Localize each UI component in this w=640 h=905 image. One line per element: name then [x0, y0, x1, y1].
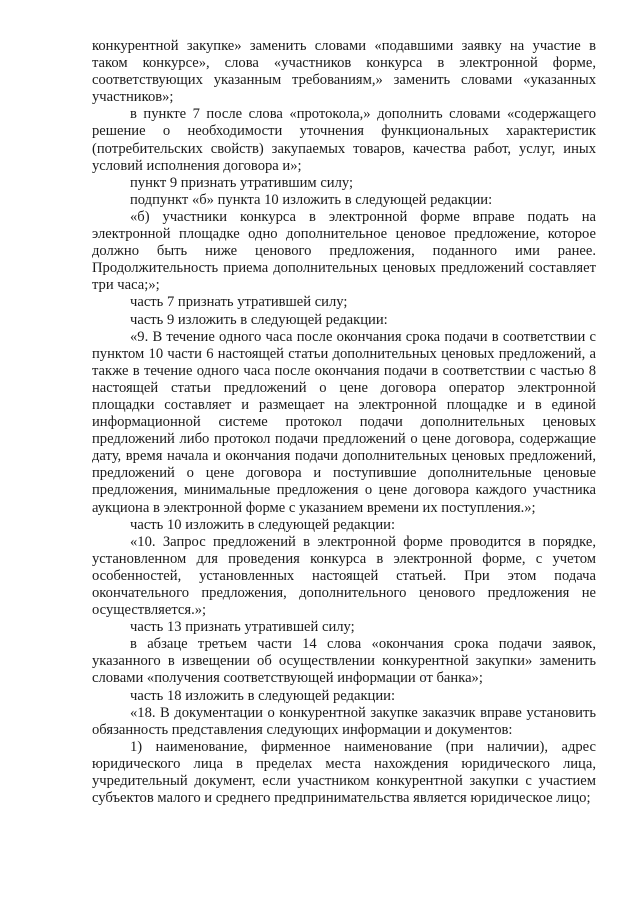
paragraph-part-9-text: «9. В течение одного часа после окончания срока подачи в соответствии с пунктом 10 части 6 настоящей статьи дополнительных ценовых предложений, а также в течение одного часа после окончания подачи в соответствии с частью 8 настоящей статьи предложений о цене договора оператор электронной площадки составляет и размещает на электронной площадке и в единой информационной системе протокол подачи дополнительных ценовых предложений либо протокол подачи предложений о цене договора, содержащие дату, время начала и окончания подачи дополнительных ценовых предложений, предложений о цене договора и поступившие дополнительные ценовые предложения, минимальные предложения о цене договора каждого участника аукциона в электронной форме с указанием времени их поступления.»; [92, 328, 596, 516]
paragraph-part-10-text: «10. Запрос предложений в электронной форме проводится в порядке, установленном для проведения конкурса в электронной форме, с учетом особенностей, установленных настоящей статьей. При этом подача окончательного предложения, дополнительного ценового предложения не осуществляется.»; [92, 533, 596, 619]
paragraph-part-10-intro: часть 10 изложить в следующей редакции: [130, 516, 396, 533]
paragraph-subitem-b-intro: подпункт «б» пункта 10 изложить в следующей редакции: [130, 191, 493, 208]
paragraph-part-13: часть 13 признать утратившей силу; [130, 619, 355, 636]
paragraph-part-7: часть 7 признать утратившей силу; [130, 294, 348, 311]
paragraph-part-18-intro: часть 18 изложить в следующей редакции: [130, 687, 396, 704]
document-page [92, 38, 596, 807]
paragraph-subitem-b-text: «б) участники конкурса в электронной форме вправе подать на электронной площадке одно дополнительное ценовое предложение, которое должно быть ниже ценового предложения, поданного ими ранее. Продолжительность приема дополнительных ценовых предложений составляет три часа;»; [92, 208, 596, 294]
paragraph-part-14: в абзаце третьем части 14 слова «окончания срока подачи заявок, указанного в извещении об осуществлении конкурентной закупки» заменить словами «получения соответствующей информации от банка»; [92, 636, 596, 687]
paragraph-part-18-text: «18. В документации о конкурентной закупке заказчик вправе установить обязанность представления следующих информации и документов: [92, 704, 596, 738]
paragraph-item-9: пункт 9 признать утратившим силу; [130, 174, 354, 191]
paragraph-list-item-1: 1) наименование, фирменное наименование (при наличии), адрес юридического лица в пределах места нахождения юридического лица, учредительный документ, если участником конкурентной закупки с участием субъектов малого и среднего предпринимательства является юридическое лицо; [92, 738, 596, 807]
paragraph-part-9-intro: часть 9 изложить в следующей редакции: [130, 311, 388, 328]
paragraph-continuation: конкурентной закупке» заменить словами «подавшими заявку на участие в таком конкурсе», слова «участников конкурса в электронной форме, соответствующих указанным требованиям,» заменить словами «указанных участников»; [92, 38, 596, 106]
paragraph-item-7: в пункте 7 после слова «протокола,» дополнить словами «содержащего решение о необходимости уточнения функциональных характеристик (потребительских свойств) закупаемых товаров, качества работ, услуг, иных условий исполнения договора и»; [92, 106, 596, 174]
